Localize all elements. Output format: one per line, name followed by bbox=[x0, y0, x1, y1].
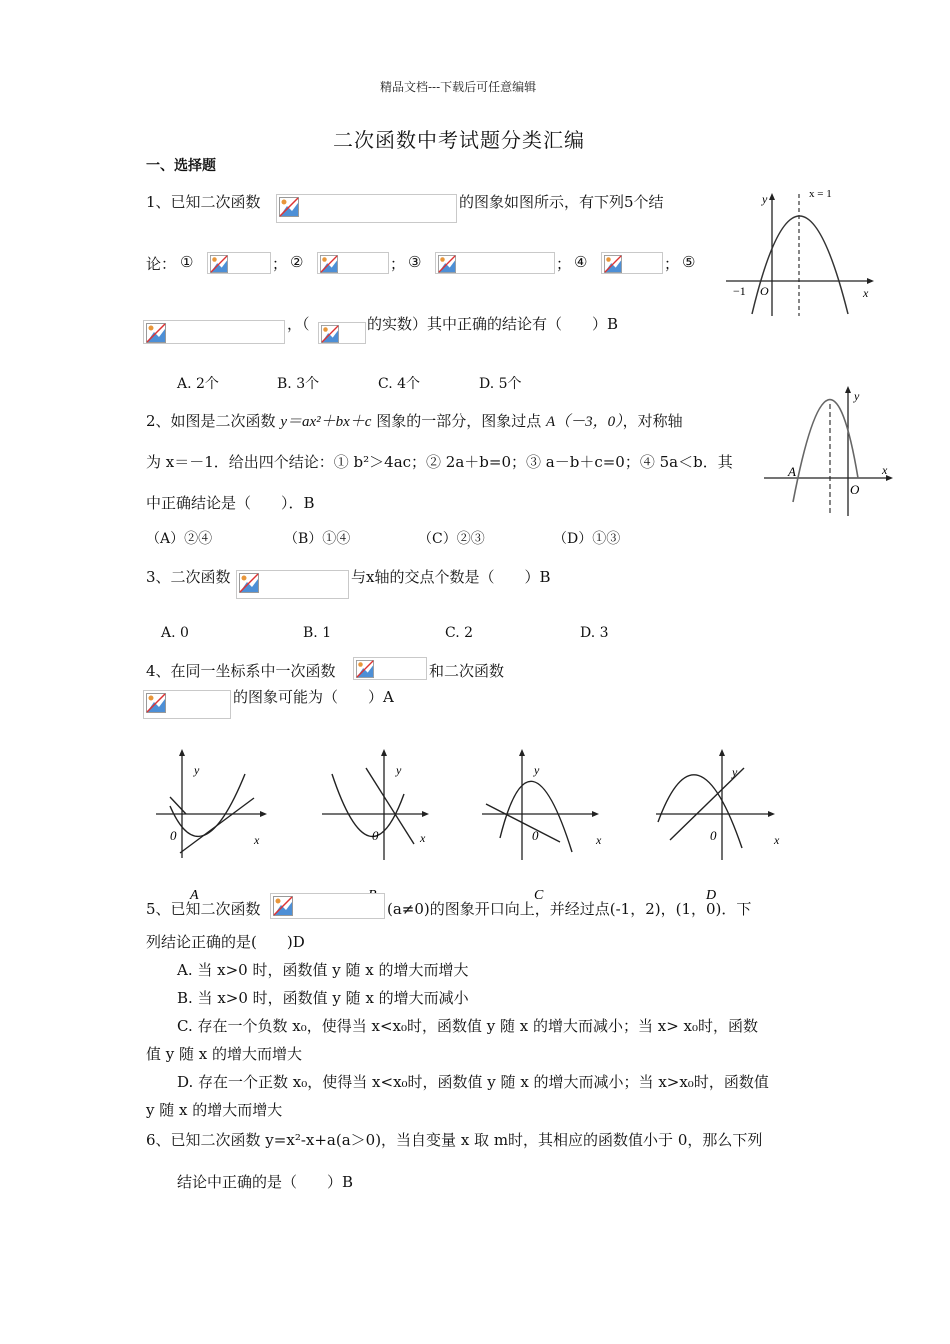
q5-option-c-line2: 值 y 随 x 的增大而增大 bbox=[146, 1045, 303, 1063]
q2-option-d: （D）①③ bbox=[553, 531, 621, 547]
q1-mark-3: ③ bbox=[408, 253, 422, 271]
q2-option-a: （A）②④ bbox=[146, 531, 213, 547]
parabola-curve bbox=[752, 216, 848, 314]
q1-conclusion-2-image bbox=[317, 252, 389, 274]
svg-text:A: A bbox=[190, 888, 199, 903]
line-graph bbox=[180, 798, 254, 853]
x-axis-arrow bbox=[867, 278, 874, 284]
broken-image-icon bbox=[146, 323, 166, 343]
svg-text:x: x bbox=[774, 833, 780, 847]
parabola-curve bbox=[170, 774, 245, 836]
point-a-label: A bbox=[788, 464, 796, 479]
svg-text:y: y bbox=[534, 763, 540, 777]
q2-line2: 为 x＝－1．给出四个结论：① b²＞4ac；② 2a＋b=0；③ a－b＋c=0；④ 5a＜b．其 bbox=[146, 453, 733, 471]
q1-sep-3: ； bbox=[556, 255, 572, 273]
symmetry-label: x = 1 bbox=[809, 188, 832, 200]
broken-image-icon bbox=[356, 660, 374, 678]
q1-sep-4: ； bbox=[664, 255, 680, 273]
q1-condition-image bbox=[318, 322, 366, 344]
q1-line3-tail: 的实数）其中正确的结论有（ ）B bbox=[367, 315, 619, 333]
q3-formula-image bbox=[236, 570, 349, 599]
q1-conclusion-5-image bbox=[143, 320, 285, 344]
q2-line3: 中正确结论是（ ）．B bbox=[146, 494, 315, 512]
q5-option-c-line1: C. 存在一个负数 x₀，使得当 x<x₀时，函数值 y 随 x 的增大而减小；当 x> x₀时，函数 bbox=[177, 1017, 759, 1035]
q2-graph bbox=[758, 380, 898, 520]
q1-line2-label: 论： bbox=[146, 255, 177, 273]
q1-mark-1: ① bbox=[180, 253, 194, 271]
q3-option-a: A. 0 bbox=[161, 625, 189, 641]
y-axis-arrow bbox=[845, 386, 851, 393]
svg-text:y: y bbox=[732, 765, 738, 779]
q1-option-a: A. 2个 bbox=[177, 376, 219, 392]
q4-graph-b bbox=[318, 748, 443, 903]
q5-formula-image bbox=[270, 893, 385, 919]
q1-formula-image bbox=[276, 194, 457, 223]
x-label: x bbox=[882, 463, 888, 477]
q1-graph bbox=[722, 182, 882, 322]
q1-option-d: D. 5个 bbox=[479, 376, 522, 392]
svg-text:x: x bbox=[596, 833, 602, 847]
q2-line1: 2、如图是二次函数 y＝ax²＋bx＋c 图象的一部分，图象过点 A（－3，0），对称轴 bbox=[146, 412, 683, 430]
page-title: 二次函数中考试题分类汇编 bbox=[333, 128, 585, 152]
q1-sep-2: ； bbox=[390, 255, 406, 273]
q6-line1: 6、已知二次函数 y=x²-x+a(a＞0)，当自变量 x 取 m时，其相应的函数值小于 0，那么下列 bbox=[146, 1131, 763, 1149]
svg-text:C: C bbox=[534, 888, 544, 903]
broken-image-icon bbox=[320, 255, 338, 273]
svg-text:0: 0 bbox=[710, 828, 717, 843]
y-label: y bbox=[854, 389, 860, 403]
parabola-curve bbox=[332, 774, 404, 836]
q1-mark-5: ⑤ bbox=[682, 253, 696, 271]
svg-text:D: D bbox=[706, 888, 717, 903]
q5-stem-b: (a≠0)的图象开口向上，并经过点(-1，2)，(1，0)．下 bbox=[387, 900, 752, 918]
broken-image-icon bbox=[239, 573, 259, 593]
broken-image-icon bbox=[604, 255, 622, 273]
q1-sep-1: ； bbox=[272, 255, 288, 273]
q5-option-d-line2: y 随 x 的增大而增大 bbox=[146, 1101, 283, 1119]
svg-text:0: 0 bbox=[372, 828, 379, 843]
section-heading: 一、选择题 bbox=[146, 158, 216, 174]
broken-image-icon bbox=[146, 693, 166, 713]
svg-text:0: 0 bbox=[170, 828, 177, 843]
q1-mark-2: ② bbox=[290, 253, 304, 271]
q3-option-b: B. 1 bbox=[303, 625, 332, 641]
q3-stem-b: 与x轴的交点个数是（ ）B bbox=[351, 568, 551, 586]
q3-option-c: C. 2 bbox=[445, 625, 474, 641]
broken-image-icon bbox=[273, 896, 293, 916]
q1-stem-a: 1、已知二次函数 bbox=[146, 193, 261, 211]
q4-linear-image bbox=[353, 657, 427, 680]
y-axis-arrow bbox=[769, 193, 775, 200]
q4-quadratic-image bbox=[143, 690, 231, 719]
q3-stem-a: 3、二次函数 bbox=[146, 568, 231, 586]
x-label: x bbox=[863, 286, 869, 300]
origin-label: O bbox=[850, 482, 860, 497]
y-label: y bbox=[762, 192, 768, 206]
q1-line3-comma: ，（ bbox=[287, 315, 310, 333]
q1-conclusion-3-image bbox=[435, 252, 555, 274]
q5-option-a: A. 当 x>0 时，函数值 y 随 x 的增大而增大 bbox=[177, 961, 469, 979]
svg-text:0: 0 bbox=[532, 828, 539, 843]
q1-conclusion-1-image bbox=[207, 252, 271, 274]
q1-conclusion-4-image bbox=[601, 252, 663, 274]
q1-option-c: C. 4个 bbox=[378, 376, 421, 392]
svg-text:y: y bbox=[396, 763, 402, 777]
q1-option-b: B. 3个 bbox=[277, 376, 320, 392]
origin-label: O bbox=[760, 284, 769, 298]
q2-option-c: （C）②③ bbox=[418, 531, 485, 547]
q4-stem-c: 的图象可能为（ ）A bbox=[233, 688, 394, 706]
q4-graph-c bbox=[480, 748, 610, 903]
broken-image-icon bbox=[279, 197, 299, 217]
q4-graph-d bbox=[652, 748, 787, 903]
q4-graph-a bbox=[150, 748, 275, 903]
page-header: 精品文档---下载后可任意编辑 bbox=[380, 80, 537, 94]
q6-line2: 结论中正确的是（ ）B bbox=[177, 1173, 354, 1191]
svg-text:x: x bbox=[420, 831, 426, 845]
broken-image-icon bbox=[321, 325, 339, 343]
q1-stem-b: 的图象如图所示，有下列5个结 bbox=[459, 193, 664, 211]
q3-option-d: D. 3 bbox=[580, 625, 609, 641]
svg-text:x: x bbox=[254, 833, 260, 847]
broken-image-icon bbox=[210, 255, 228, 273]
q4-stem-a: 4、在同一坐标系中一次函数 bbox=[146, 662, 336, 680]
q5-stem-a: 5、已知二次函数 bbox=[146, 900, 261, 918]
q5-option-d-line1: D. 存在一个正数 x₀，使得当 x<x₀时，函数值 y 随 x 的增大而减小；当 x>x₀时，函数值 bbox=[177, 1073, 769, 1091]
q4-stem-b: 和二次函数 bbox=[429, 662, 505, 680]
q5-line2: 列结论正确的是( )D bbox=[146, 933, 305, 951]
broken-image-icon bbox=[438, 255, 456, 273]
line-graph bbox=[486, 804, 560, 842]
q1-mark-4: ④ bbox=[574, 253, 588, 271]
neg-one-label: −1 bbox=[733, 284, 746, 298]
svg-text:y: y bbox=[194, 763, 200, 777]
q5-option-b: B. 当 x>0 时，函数值 y 随 x 的增大而减小 bbox=[177, 989, 469, 1007]
q2-option-b: （B）①④ bbox=[284, 531, 351, 547]
